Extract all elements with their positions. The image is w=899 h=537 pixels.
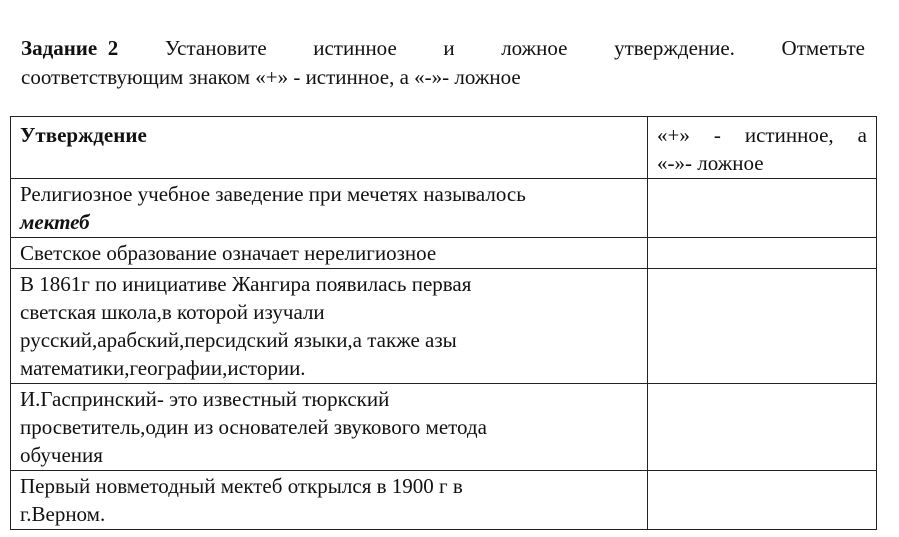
header-mark-line2: «-»- ложное [657,151,764,175]
header-mark [648,117,877,179]
task-instruction [21,34,865,92]
statement-emphasis: мектеб [20,210,90,234]
statement-line: математики,географии,истории. [20,356,306,380]
answer-cell[interactable] [648,269,877,384]
statement-line: Первый новметодный мектеб открылся в 1900 г в [20,474,463,498]
task-word: ложное [501,36,568,60]
task-word: и [443,36,455,60]
task-instruction-line2: соответствующим знаком «+» - истинное, а «-»- ложное [21,65,521,89]
statement-cell [11,471,648,530]
task-instruction-line1 [21,34,865,63]
statement-line: просветитель,один из основателей звукового метода [20,415,487,439]
answer-cell[interactable] [648,384,877,471]
task-word: Отметьте [781,36,865,60]
statement-line: И.Гаспринский- это известный тюркский [20,387,390,411]
table-row [11,238,877,269]
statement-cell [11,179,648,238]
statement-cell [11,384,648,471]
table-row [11,269,877,384]
statement-line: обучения [20,443,103,467]
answer-cell[interactable] [648,471,877,530]
answer-cell[interactable] [648,238,877,269]
answer-cell[interactable] [648,179,877,238]
task-word: Установите [164,36,267,60]
task-word: утверждение. [614,36,735,60]
header-statement: Утверждение [11,117,648,179]
task-label: Задание 2 [21,36,119,60]
statement-cell [11,238,648,269]
statements-table [10,116,877,530]
statement-line: В 1861г по инициативе Жангира появилась первая [20,272,472,296]
task-word: истинное [313,36,397,60]
statement-line: русский,арабский,персидский языки,а также азы [20,328,457,352]
statement-cell [11,269,648,384]
table-row [11,179,877,238]
table-header-row [11,117,877,179]
table-row [11,471,877,530]
header-mark-line1: «+» - истинное, а [657,123,867,147]
statement-line: г.Верном. [20,502,106,526]
statement-line: светская школа,в которой изучали [20,300,325,324]
table-row [11,384,877,471]
statement-line: Светское образование означает нерелигиозное [20,241,437,265]
statement-line: Религиозное учебное заведение при мечетях называлось [20,182,526,206]
